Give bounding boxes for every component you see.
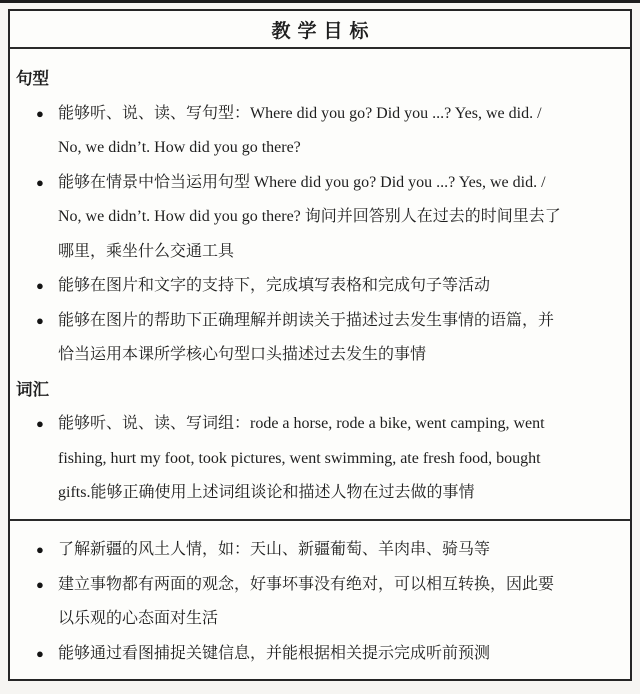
list-item-line: 建立事物都有两面的观念，好事坏事没有绝对，可以相互转换，因此要 (58, 575, 555, 593)
section-heading-sentence-patterns: 句型 (16, 69, 49, 88)
list-item-line: gifts.能够正确使用上述词组谈论和描述人物在过去做的事情 (58, 484, 475, 501)
list-item (16, 269, 622, 304)
list-item (16, 568, 622, 637)
list-item-line: No, we didn’t. How did you go there? (58, 139, 301, 156)
table-header-row (10, 11, 630, 49)
list-item-line: 能够听、说、读、写词组：rode a horse, rode a bike, went camping, went (58, 415, 545, 432)
list-item-line: 能够在情景中恰当运用句型 Where did you go? Did you ...? Yes, we did. / (58, 173, 546, 191)
list-item (16, 407, 622, 511)
list-item (16, 533, 622, 568)
list-item-line: No, we didn’t. How did you go there? 询问并回答别人在过去的时间里去了 (58, 208, 561, 225)
list-item-line: 了解新疆的风土人情，如：天山、新疆葡萄、羊肉串、骑马等 (58, 541, 491, 558)
list-item-line: 能够听、说、读、写句型：Where did you go? Did you ...? Yes, we did. / (58, 104, 542, 122)
section-heading-vocabulary: 词汇 (16, 379, 49, 399)
list-item (16, 166, 622, 270)
bullet-icon: ● (36, 542, 44, 557)
bullet-icon: ● (36, 645, 44, 661)
bullet-icon: ● (36, 174, 44, 190)
list-item (16, 97, 622, 166)
list-item-line: 能够在图片的帮助下正确理解并朗读关于描述过去发生事情的语篇，并 (58, 311, 555, 329)
list-item-line: 以乐观的心态面对生活 (58, 610, 219, 627)
list-item-line: 能够通过看图捕捉关键信息，并能根据相关提示完成听前预测 (58, 644, 491, 662)
list-item-line: fishing, hurt my foot, took pictures, went swimming, ate fresh food, bought (58, 449, 541, 467)
page-top-rule (0, 0, 640, 3)
objectives-main-section (10, 49, 630, 519)
page-title: 教学目标 (271, 20, 376, 42)
bullet-icon: ● (36, 278, 44, 293)
list-item-line: 能够在图片和文字的支持下，完成填写表格和完成句子等活动 (58, 277, 491, 294)
bullet-icon: ● (36, 576, 44, 592)
list-item (16, 304, 622, 373)
bullet-icon: ● (36, 312, 44, 328)
list-item-line: 哪里，乘坐什么交通工具 (58, 242, 235, 260)
objectives-secondary-section (10, 519, 630, 679)
bullet-icon: ● (36, 416, 44, 431)
bullet-icon: ● (36, 105, 44, 121)
list-item (16, 637, 622, 672)
list-item-line: 恰当运用本课所学核心句型口头描述过去发生的事情 (58, 346, 427, 363)
objectives-table (8, 9, 632, 681)
